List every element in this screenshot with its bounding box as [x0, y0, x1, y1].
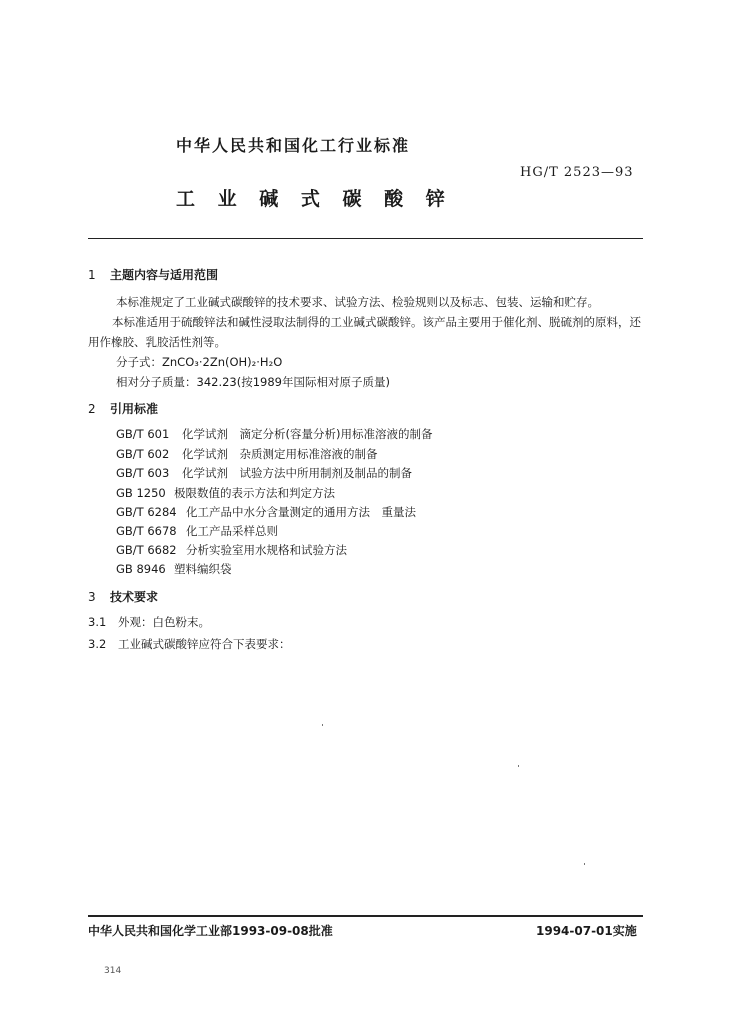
- clause-number: 3.2: [88, 637, 107, 651]
- header-divider: [88, 238, 643, 239]
- section-1-heading: [88, 266, 218, 283]
- reference-item: [116, 446, 378, 462]
- reference-item: [116, 465, 412, 481]
- page-number: 314: [104, 966, 122, 976]
- scan-speck: [518, 765, 519, 767]
- reference-item: [116, 561, 232, 577]
- footer-divider: [88, 915, 643, 917]
- section-1-body: [88, 292, 652, 392]
- reference-code: GB 1250: [116, 486, 166, 500]
- section-number: 1: [88, 268, 96, 282]
- reference-text: 分析实验室用水规格和试验方法: [186, 543, 347, 557]
- section-3-heading: [88, 588, 158, 605]
- reference-code: GB/T 603: [116, 466, 170, 480]
- reference-item: [116, 542, 347, 558]
- approval-line: 中华人民共和国化学工业部1993-09-08批准: [88, 924, 333, 938]
- clause-item: [88, 614, 210, 630]
- standard-code: HG/T 2523—93: [520, 165, 634, 180]
- reference-code: GB/T 6682: [116, 543, 177, 557]
- reference-code: GB/T 602: [116, 447, 170, 461]
- clause-item: [88, 636, 291, 652]
- molecular-mass: 相对分子质量：342.23(按1989年国际相对原子质量): [116, 375, 390, 389]
- section-title: 主题内容与适用范围: [110, 268, 219, 282]
- reference-text: 化学试剂 杂质测定用标准溶液的制备: [182, 447, 378, 461]
- clause-text: 外观：白色粉末。: [118, 615, 210, 629]
- reference-code: GB/T 6284: [116, 505, 177, 519]
- effective-date: 1994-07-01实施: [536, 924, 637, 938]
- reference-code: GB/T 601: [116, 427, 170, 441]
- scan-speck: [584, 863, 585, 865]
- section-number: 3: [88, 590, 96, 604]
- reference-text: 化工产品采样总则: [186, 524, 278, 538]
- paragraph: 本标准规定了工业碱式碳酸锌的技术要求、试验方法、检验规则以及标志、包装、运输和贮存。: [116, 295, 599, 309]
- scan-speck: [322, 724, 323, 726]
- section-number: 2: [88, 402, 96, 416]
- reference-item: [116, 426, 432, 442]
- reference-code: GB 8946: [116, 562, 166, 576]
- molecular-formula: 分子式：ZnCO₃·2Zn(OH)₂·H₂O: [116, 355, 283, 369]
- reference-text: 化学试剂 滴定分析(容量分析)用标准溶液的制备: [182, 427, 433, 441]
- reference-item: [116, 523, 278, 539]
- section-title: 技术要求: [110, 590, 159, 604]
- reference-text: 化学试剂 试验方法中所用制剂及制品的制备: [182, 466, 412, 480]
- reference-code: GB/T 6678: [116, 524, 177, 538]
- reference-item: [116, 485, 335, 501]
- section-title: 引用标准: [110, 402, 159, 416]
- standard-organization: 中华人民共和国化工行业标准: [176, 136, 411, 155]
- reference-text: 极限数值的表示方法和判定方法: [174, 486, 335, 500]
- paragraph: 本标准适用于硫酸锌法和碱性浸取法制得的工业碱式碳酸锌。该产品主要用于催化剂、脱硫剂的原料，还用作橡胶、乳胶活性剂等。: [88, 315, 641, 349]
- clause-number: 3.1: [88, 615, 107, 629]
- reference-text: 化工产品中水分含量测定的通用方法 重量法: [186, 505, 416, 519]
- reference-text: 塑料编织袋: [174, 562, 232, 576]
- reference-item: [116, 504, 416, 520]
- document-title: 工 业 碱 式 碳 酸 锌: [176, 188, 446, 210]
- clause-text: 工业碱式碳酸锌应符合下表要求：: [118, 637, 291, 651]
- section-2-heading: [88, 400, 158, 417]
